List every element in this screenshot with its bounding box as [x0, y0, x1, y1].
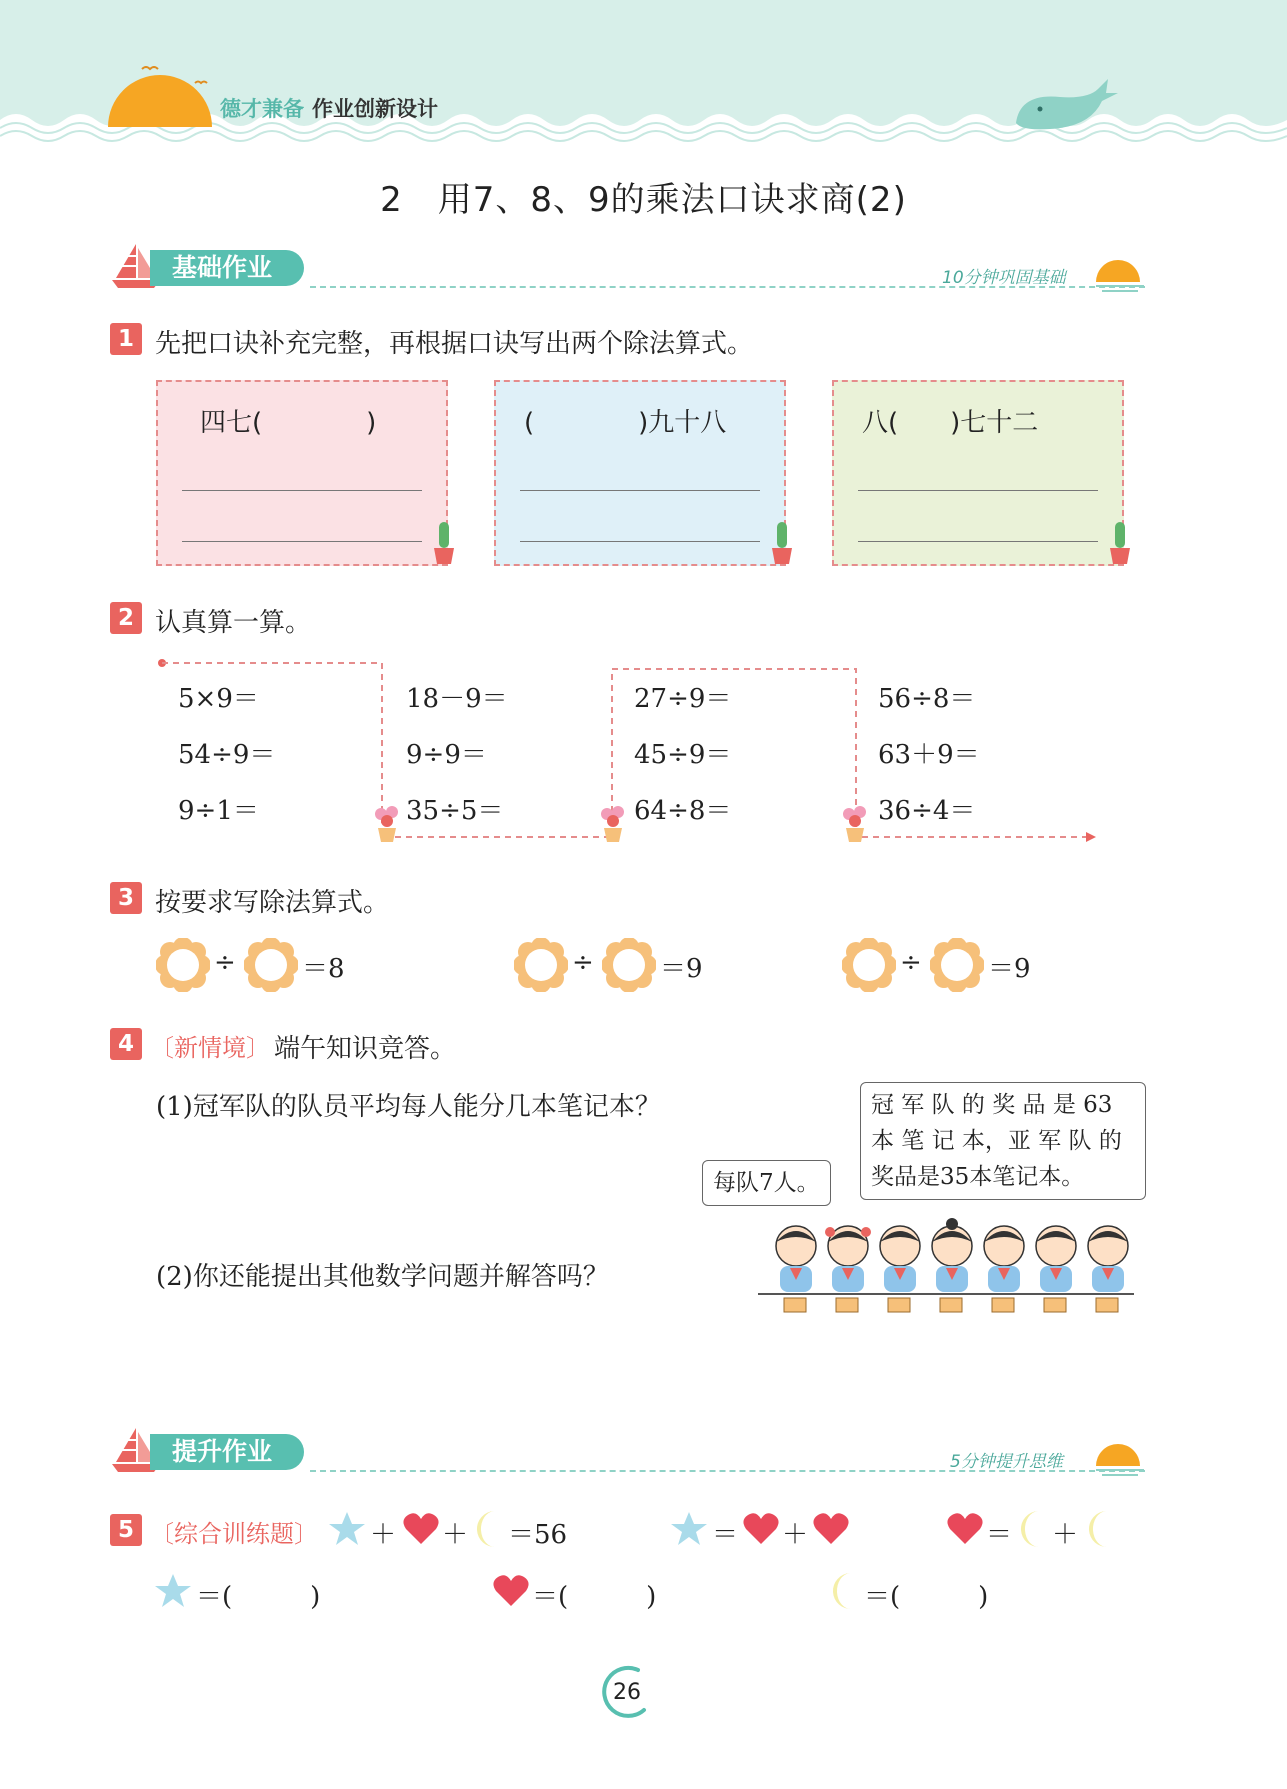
speech-bubble-prizes	[860, 1082, 1146, 1200]
heart-icon	[492, 1572, 530, 1610]
brand	[220, 93, 438, 123]
moon-icon	[470, 1508, 506, 1550]
plus-sign: ＋	[370, 1520, 397, 1550]
flower-pot-icon	[840, 804, 870, 844]
flower-blank-icon[interactable]	[244, 938, 298, 992]
question-2-number: 2	[110, 602, 142, 634]
flower-blank-icon[interactable]	[602, 938, 656, 992]
result-text: ＝9	[660, 954, 703, 984]
flower-blank-icon[interactable]	[930, 938, 984, 992]
answer-line[interactable]	[182, 541, 422, 542]
answer-line[interactable]	[520, 490, 760, 491]
flower-pot-icon	[598, 804, 628, 844]
calc-expression: 5×9＝	[178, 684, 259, 714]
result-text: ＝56	[508, 1520, 568, 1550]
whale-icon	[1010, 75, 1120, 135]
question-1-text: 先把口诀补充完整，再根据口诀写出两个除法算式。	[155, 329, 754, 359]
calc-expression: 56÷8＝	[878, 684, 976, 714]
calc-expression: 54÷9＝	[178, 740, 276, 770]
calc-expression: 9÷1＝	[178, 796, 259, 826]
result-text: ＝8	[302, 954, 345, 984]
heart-icon	[946, 1510, 984, 1548]
answer-line[interactable]	[520, 541, 760, 542]
cactus-icon	[1106, 520, 1134, 566]
calc-expression: 64÷8＝	[634, 796, 732, 826]
star-icon	[154, 1572, 192, 1610]
answer-blank[interactable]: ＝( )	[532, 1582, 657, 1612]
answer-blank[interactable]: ＝( )	[196, 1582, 321, 1612]
question-5-tag: 〔综合训练题〕	[150, 1520, 318, 1548]
equals-sign: ＝	[986, 1520, 1013, 1550]
q1-box-1-text: 四七( )	[200, 408, 377, 438]
star-icon	[328, 1510, 366, 1548]
answer-line[interactable]	[858, 541, 1098, 542]
heart-icon	[742, 1510, 780, 1548]
sunset-icon	[1092, 1440, 1148, 1480]
plus-sign: ＋	[442, 1520, 469, 1550]
answer-line[interactable]	[858, 490, 1098, 491]
moon-icon	[1014, 1508, 1050, 1550]
plus-sign: ＋	[782, 1520, 809, 1550]
page-number: 26	[613, 1680, 641, 1705]
section-advanced-note: 5分钟提升思维	[950, 1452, 1063, 1472]
question-5-number: 5	[110, 1514, 142, 1546]
flower-blank-icon[interactable]	[842, 938, 896, 992]
division-sign: ÷	[214, 948, 236, 978]
question-3-text: 按要求写除法算式。	[155, 888, 390, 918]
question-4-sub-2: (2)你还能提出其他数学问题并解答吗？	[156, 1262, 609, 1292]
calc-expression: 18－9＝	[406, 684, 508, 714]
section-basic-label: 基础作业	[150, 250, 304, 286]
brand-primary: 德才兼备	[220, 97, 304, 121]
plus-sign: ＋	[1052, 1520, 1079, 1550]
sunset-icon	[1092, 256, 1148, 296]
question-1-number: 1	[110, 323, 142, 355]
sun-icon	[100, 55, 220, 135]
cactus-icon	[768, 520, 796, 566]
cactus-icon	[430, 520, 458, 566]
calc-expression: 63＋9＝	[878, 740, 980, 770]
flower-pot-icon	[372, 804, 402, 844]
question-4-sub-1: (1)冠军队的队员平均每人能分几本笔记本？	[156, 1092, 661, 1122]
equals-sign: ＝	[712, 1520, 739, 1550]
calc-expression: 35÷5＝	[406, 796, 504, 826]
calc-expression: 36÷4＝	[878, 796, 976, 826]
division-sign: ÷	[572, 948, 594, 978]
calc-expression: 45÷9＝	[634, 740, 732, 770]
question-2-text: 认真算一算。	[155, 608, 312, 638]
heart-icon	[402, 1510, 440, 1548]
q1-box-2-text: ( )九十八	[524, 408, 727, 438]
bubble-line: 冠 军 队 的 奖 品 是 63	[871, 1092, 1113, 1118]
speech-bubble-team-size: 每队7人。	[702, 1160, 831, 1206]
moon-icon	[1082, 1508, 1118, 1550]
calc-expression: 9÷9＝	[406, 740, 487, 770]
division-sign: ÷	[900, 948, 922, 978]
flower-blank-icon[interactable]	[156, 938, 210, 992]
students-illustration	[756, 1218, 1136, 1328]
star-icon	[670, 1510, 708, 1548]
section-basic-note: 10分钟巩固基础	[942, 268, 1066, 288]
answer-line[interactable]	[182, 490, 422, 491]
page-title: 2 用7、8、9的乘法口诀求商(2)	[380, 180, 907, 220]
section-advanced-label: 提升作业	[150, 1434, 304, 1470]
answer-blank[interactable]: ＝( )	[864, 1582, 989, 1612]
question-4-text: 端午知识竞答。	[274, 1034, 457, 1064]
flower-blank-icon[interactable]	[514, 938, 568, 992]
brand-secondary: 作业创新设计	[312, 97, 438, 121]
question-4-number: 4	[110, 1028, 142, 1060]
calc-expression: 27÷9＝	[634, 684, 732, 714]
result-text: ＝9	[988, 954, 1031, 984]
q1-box-3-text: 八( )七十二	[862, 408, 1039, 438]
moon-icon	[826, 1570, 862, 1612]
heart-icon	[812, 1510, 850, 1548]
question-4-tag: 〔新情境〕	[150, 1034, 270, 1062]
bubble-line: 本 笔 记 本，亚 军 队 的	[871, 1128, 1122, 1154]
question-3-number: 3	[110, 882, 142, 914]
bubble-line: 奖品是35本笔记本。	[871, 1164, 1085, 1190]
